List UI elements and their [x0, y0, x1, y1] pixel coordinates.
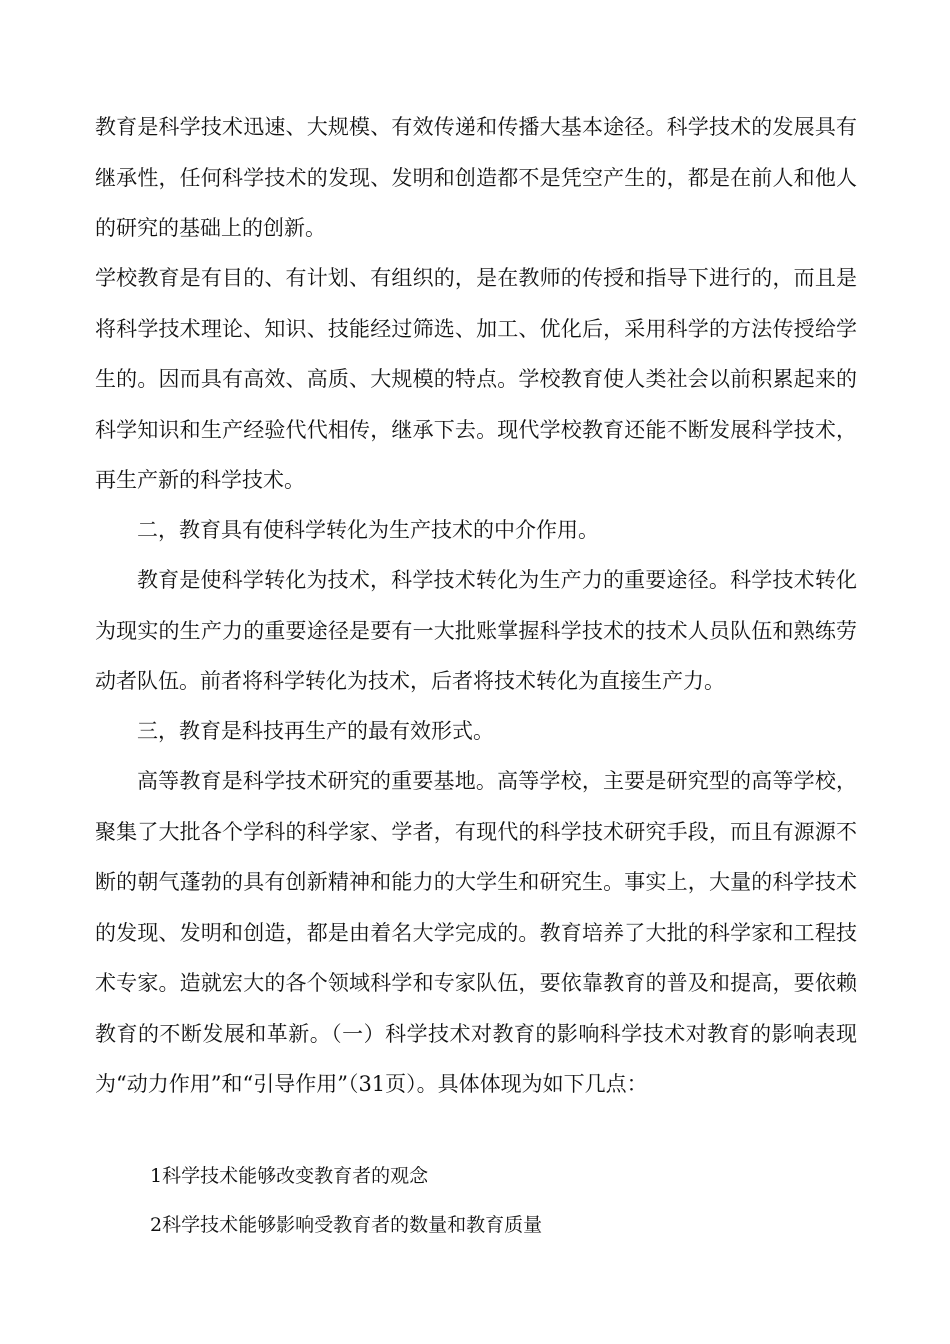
paragraph-transformation-role: 教育是使科学转化为技术，科学技术转化为生产力的重要途径。科学技术转化为现实的生产力的重要途径是要有一大批账掌握科学技术的技术人员队伍和熟练劳动者队伍。前者将科学转化为技术，后者将技术转化为直接生产力。: [95, 568, 857, 693]
heading-point-two: 二，教育具有使科学转化为生产技术的中介作用。: [137, 518, 599, 542]
list-item: 2科学技术能够影响受教育者的数量和教育质量: [150, 1214, 543, 1236]
paragraph-school-education: 学校教育是有目的、有计划、有组织的，是在教师的传授和指导下进行的，而且是将科学技术理论、知识、技能经过筛选、加工、优化后，采用科学的方法传授给学生的。因而具有高效、高质、大规模的特点。学校教育使人类社会以前积累起来的科学知识和生产经验代代相传，继承下去。现代学校教育还能不断发展科学技术，再生产新的科学技术。: [95, 266, 857, 492]
heading-point-three: 三，教育是科技再生产的最有效形式。: [137, 719, 494, 743]
paragraph-education-transmission: 教育是科学技术迅速、大规模、有效传递和传播大基本途径。科学技术的发展具有继承性，任何科学技术的发现、发明和创造都不是凭空产生的，都是在前人和他人的研究的基础上的创新。: [95, 115, 857, 240]
paragraph-higher-education: 高等教育是科学技术研究的重要基地。高等学校，主要是研究型的高等学校，聚集了大批各个学科的科学家、学者，有现代的科学技术研究手段，而且有源源不断的朝气蓬勃的具有创新精神和能力的大学生和研究生。事实上，大量的科学技术的发现、发明和创造，都是由着名大学完成的。教育培养了大批的科学家和工程技术专家。造就宏大的各个领域科学和专家队伍，要依靠教育的普及和提高，要依赖教育的不断发展和革新。（一）科学技术对教育的影响科学技术对教育的影响表现为“动力作用”和“引导作用”（31页）。具体体现为如下几点：: [95, 769, 857, 1096]
list-item: 1科学技术能够改变教育者的观念: [150, 1165, 429, 1187]
